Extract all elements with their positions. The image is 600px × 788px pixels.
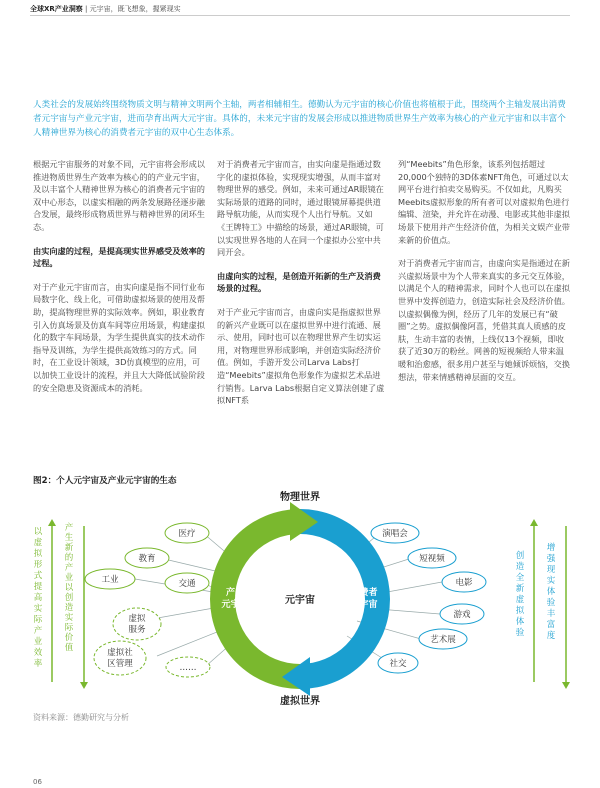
side-glyph: 造	[64, 603, 74, 613]
physical-world-label: 物理世界	[280, 492, 320, 503]
side-glyph: 际	[64, 623, 74, 633]
paragraph: 根据元宇宙服务的对象不同，元宇宙将会形成以推进物质世界生产效率为核心的的产业元宇宙，及以丰富个人精神世界为核心的消费者元宇宙的双中心形态，以虚实相融的两条发展路径逐步融合发展，最终形成物质世界与精神世界的闭环生态。	[33, 159, 205, 232]
side-glyph: 创	[515, 551, 525, 561]
figure-title: 图2：个人元宇宙及产业元宇宙的生态	[33, 476, 177, 486]
section-heading: 由实向虚的过程，是提高现实世界感受及效率的过程。	[33, 245, 205, 269]
industry-items	[85, 523, 210, 677]
item-label: 工业	[101, 575, 119, 585]
side-glyph: 值	[64, 643, 74, 653]
item-label: 交通	[178, 579, 196, 589]
item-label: 服务	[128, 625, 146, 635]
side-glyph: 业	[64, 573, 74, 583]
side-glyph: 全	[515, 573, 525, 583]
side-glyph: 提	[33, 582, 43, 592]
side-glyph: 率	[33, 659, 43, 669]
side-glyph: 价	[64, 633, 74, 643]
side-glyph: 效	[33, 648, 43, 658]
side-glyph: 虚	[515, 595, 525, 605]
virtual-world-label: 虚拟世界	[280, 696, 320, 707]
ring-label-line: 元宇宙	[350, 600, 378, 610]
side-glyph: 增	[546, 543, 556, 553]
side-glyph: 现	[546, 565, 556, 575]
side-glyph: 产	[64, 563, 74, 573]
item-ellipse	[113, 608, 161, 640]
side-glyph: 拟	[33, 549, 43, 559]
side-glyph: 验	[515, 628, 525, 638]
item-label: 游戏	[453, 610, 471, 620]
right-side-text-a	[516, 550, 525, 638]
side-glyph: 体	[546, 587, 556, 597]
side-glyph: 产	[33, 626, 43, 636]
ring-label-line: 产业	[225, 588, 245, 598]
side-glyph: 拟	[515, 606, 525, 616]
side-glyph: 式	[33, 571, 43, 581]
side-glyph: 新	[515, 584, 525, 594]
side-glyph: 实	[64, 613, 74, 623]
paragraph: 列“Meebits”角色形象，该系列包括超过20,000个独特的3D体素NFT角色，可通过以太网平台进行拍卖交易购买。不仅如此，凡购买Meebits虚拟形象的所有者可以对虚拟角色进行编辑、渲染，并允许在动漫、电影或其他非虚拟场景下使用并产生经济价值，为相关文娱产业带来新的价值点。	[398, 159, 570, 245]
side-glyph: 际	[33, 615, 43, 625]
report-subtitle: 元宇宙，既飞想象，握紧现实	[89, 5, 181, 13]
side-glyph: 以	[64, 583, 74, 593]
page-number: 06	[33, 778, 42, 786]
side-glyph: 虚	[33, 538, 43, 548]
column-3	[398, 158, 570, 394]
ring-label-line: 元宇宙	[221, 600, 249, 610]
side-glyph: 业	[33, 637, 43, 647]
side-glyph: 新	[64, 543, 74, 553]
item-label: 教育	[138, 554, 156, 564]
item-label: ……	[179, 663, 197, 673]
side-glyph: 强	[546, 554, 556, 564]
item-label: 虚拟	[128, 614, 146, 624]
side-glyph: 丰	[546, 609, 556, 619]
item-label: 虚拟社	[107, 648, 133, 658]
side-glyph: 造	[515, 562, 525, 572]
item-label: 短视频	[419, 554, 445, 564]
header-divider	[30, 15, 570, 16]
ring-label-line: 消费者	[350, 588, 378, 598]
item-label: 区管理	[107, 659, 133, 669]
item-label: 社交	[389, 659, 407, 669]
side-glyph: 实	[546, 576, 556, 586]
item-label: 演唱会	[382, 529, 408, 539]
intro-paragraph: 人类社会的发展始终围绕物质文明与精神文明两个主轴，两者相辅相生。德勤认为元宇宙的核心价值也将植根于此，围绕两个主轴发展出消费者元宇宙与产业元宇宙，进而孕育出两大元宇宙。具体的，未来元宇宙的发展会形成以推进物质世界生产效率为核心的产业元宇宙和以丰富个人精神世界为核心的消费者元宇宙的双中心生态体系。	[33, 100, 566, 138]
side-glyph: 体	[515, 617, 525, 627]
side-glyph: 实	[33, 604, 43, 614]
side-glyph: 验	[546, 598, 556, 608]
paragraph: 对于消费者元宇宙而言，由实向虚是指通过数字化的虚拟体验，实现现实增强，从而丰富对物理世界的感受。例如，未来可通过AR眼镜在实际场景的道路的同时，通过眼镜屏幕提供道路导航功能，从而实现个人出行导航。又如《王牌特工》中描绘的场景，通过AR眼镜，可以实现世界各地的人在同一个虚拟办公室中共同开会。	[217, 159, 384, 258]
side-glyph: 富	[546, 620, 556, 630]
metaverse-center-label: 元宇宙	[285, 595, 315, 606]
side-glyph: 生	[64, 533, 74, 543]
left-side-text-a	[34, 527, 43, 669]
side-glyph: 产	[64, 523, 74, 533]
ecosystem-diagram	[0, 486, 600, 708]
side-glyph: 的	[64, 553, 74, 563]
side-glyph: 度	[546, 631, 556, 641]
paragraph: 对于产业元宇宙而言，由虚向实是指虚拟世界的新兴产业既可以在虚拟世界中进行流通、展示、使用，同时也可以在物理世界产生切实运用，对物理世界形成影响，并创造实际经济价值。例如，手游开发公司Larva Labs打造“Meebits”虚拟角色形象作为虚拟艺术品进行销售。Larva Labs根据自定义算法创建了虚拟NFT系	[217, 306, 385, 406]
paragraph: 对于产业元宇宙而言，由实向虚是指不同行业布局数字化、线上化，可借助虚拟场景的使用及帮助，提高物理世界的实际效率。例如，职业教育引入仿真场景及仿真车间等应用场景，构建虚拟化的数字车间场景，为学生提供真实的技术动作指导及训练，为学生提供高效练习的方式。同时，在工业设计领域，3D仿真模型的应用，可以加快工业设计的流程，并且大大降低试验阶段的安全隐患及资源成本的消耗。	[33, 281, 205, 393]
side-glyph: 创	[64, 593, 74, 603]
left-side-text-b	[65, 522, 74, 653]
column-2	[217, 158, 385, 418]
side-glyph: 高	[33, 593, 43, 603]
item-ellipse	[94, 641, 146, 675]
paragraph: 对于消费者元宇宙而言，由虚向实是指通过在新兴虚拟场景中为个人带来真实的多元交互体验，以满足个人的精神需求，同时个人也可以在虚拟世界中发挥创造力，创造实际社会及经济价值。以虚拟偶像为例，经历了几年的发展已有“破圈”之势。虚拟偶像阿喜，凭借其真人质感的皮肤，生动丰富的表情，上线仅13个视频，即收获了近30万的粉丝。网善的短视频给人带来温暖和治愈感，很多用户甚至与她倾诉烦恼，交换想法，带来情感精神层面的交互。	[398, 258, 570, 382]
side-glyph: 形	[33, 560, 43, 570]
item-label: 电影	[455, 578, 473, 588]
section-heading: 由虚向实的过程，是创造开拓新的生产及消费场景的过程。	[217, 270, 381, 294]
page-header: 全球XR产业洞察 | 元宇宙，既飞想象，握紧现实	[30, 5, 181, 13]
column-1	[33, 158, 205, 405]
item-label: 医疗	[178, 529, 196, 539]
right-side-text-b	[547, 542, 556, 641]
item-label: 艺术展	[430, 635, 456, 645]
report-title: 全球XR产业洞察	[30, 5, 83, 13]
side-glyph: 以	[33, 527, 43, 537]
source-note: 资料来源：德勤研究与分析	[33, 713, 129, 722]
